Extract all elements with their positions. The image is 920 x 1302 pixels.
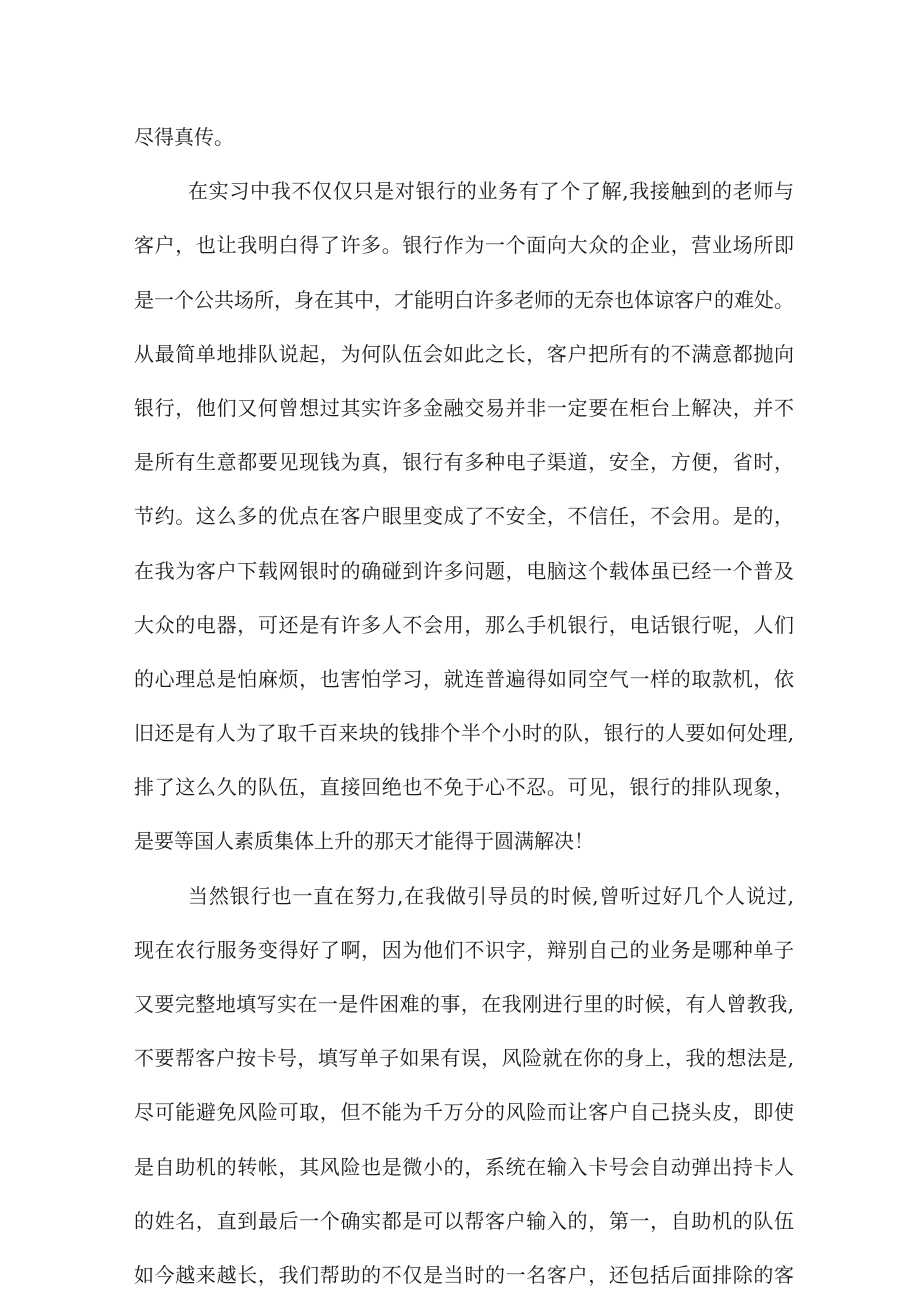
paragraph-line: 尽得真传。 [134, 125, 234, 149]
paragraph-line: 不要帮客户按卡号，填写单子如果有误，风险就在你的身上，我的想法是, [134, 1046, 794, 1071]
paragraph-line: 旧还是有人为了取千百来块的钱排个半个小时的队，银行的人要如何处理, [134, 721, 794, 746]
body-text [134, 110, 794, 1302]
paragraph-line: 排了这么久的队伍，直接回绝也不免于心不忍。可见，银行的排队现象， [134, 775, 794, 800]
paragraph-line: 在我为客户下载网银时的确碰到许多问题，电脑这个载体虽已经一个普及 [134, 558, 794, 583]
paragraph-line: 的姓名，直到最后一个确实都是可以帮客户输入的，第一，自助机的队伍 [134, 1208, 794, 1233]
paragraph-line: 是自助机的转帐，其风险也是微小的，系统在输入卡号会自动弹出持卡人 [134, 1154, 794, 1179]
paragraph-line: 在实习中我不仅仅只是对银行的业务有了个了解,我接触到的老师与 [188, 179, 794, 204]
paragraph-line: 银行，他们又何曾想过其实许多金融交易并非一定要在柜台上解决，并不 [134, 395, 794, 420]
paragraph-line: 从最简单地排队说起，为何队伍会如此之长，客户把所有的不满意都抛向 [134, 341, 794, 366]
paragraph-line: 又要完整地填写实在一是件困难的事，在我刚进行里的时候，有人曾教我, [134, 992, 794, 1016]
paragraph-line: 当然银行也一直在努力,在我做引导员的时候,曾听过好几个人说过, [188, 883, 794, 908]
paragraph-line: 是要等国人素质集体上升的那天才能得于圆满解决！ [134, 829, 594, 854]
paragraph-line: 客户，也让我明白得了许多。银行作为一个面向大众的企业，营业场所即 [134, 233, 794, 258]
paragraph-line: 是一个公共场所，身在其中，才能明白许多老师的无奈也体谅客户的难处。 [134, 287, 794, 312]
paragraph-line: 现在农行服务变得好了啊，因为他们不识字，辩别自己的业务是哪种单子 [134, 937, 794, 962]
paragraph-line: 尽可能避免风险可取，但不能为千万分的风险而让客户自己挠头皮，即使 [134, 1100, 794, 1125]
paragraph-line: 如今越来越长，我们帮助的不仅是当时的一名客户，还包括后面排除的客 [134, 1262, 794, 1287]
paragraph-line: 的心理总是怕麻烦，也害怕学习，就连普遍得如同空气一样的取款机，依 [134, 666, 794, 691]
paragraph-line: 是所有生意都要见现钱为真，银行有多种电子渠道，安全，方便，省时， [134, 450, 794, 475]
paragraph-line: 节约。这么多的优点在客户眼里变成了不安全，不信任，不会用。是的， [134, 504, 794, 529]
paragraph-line: 大众的电器，可还是有许多人不会用，那么手机银行，电话银行呢，人们 [134, 612, 794, 637]
